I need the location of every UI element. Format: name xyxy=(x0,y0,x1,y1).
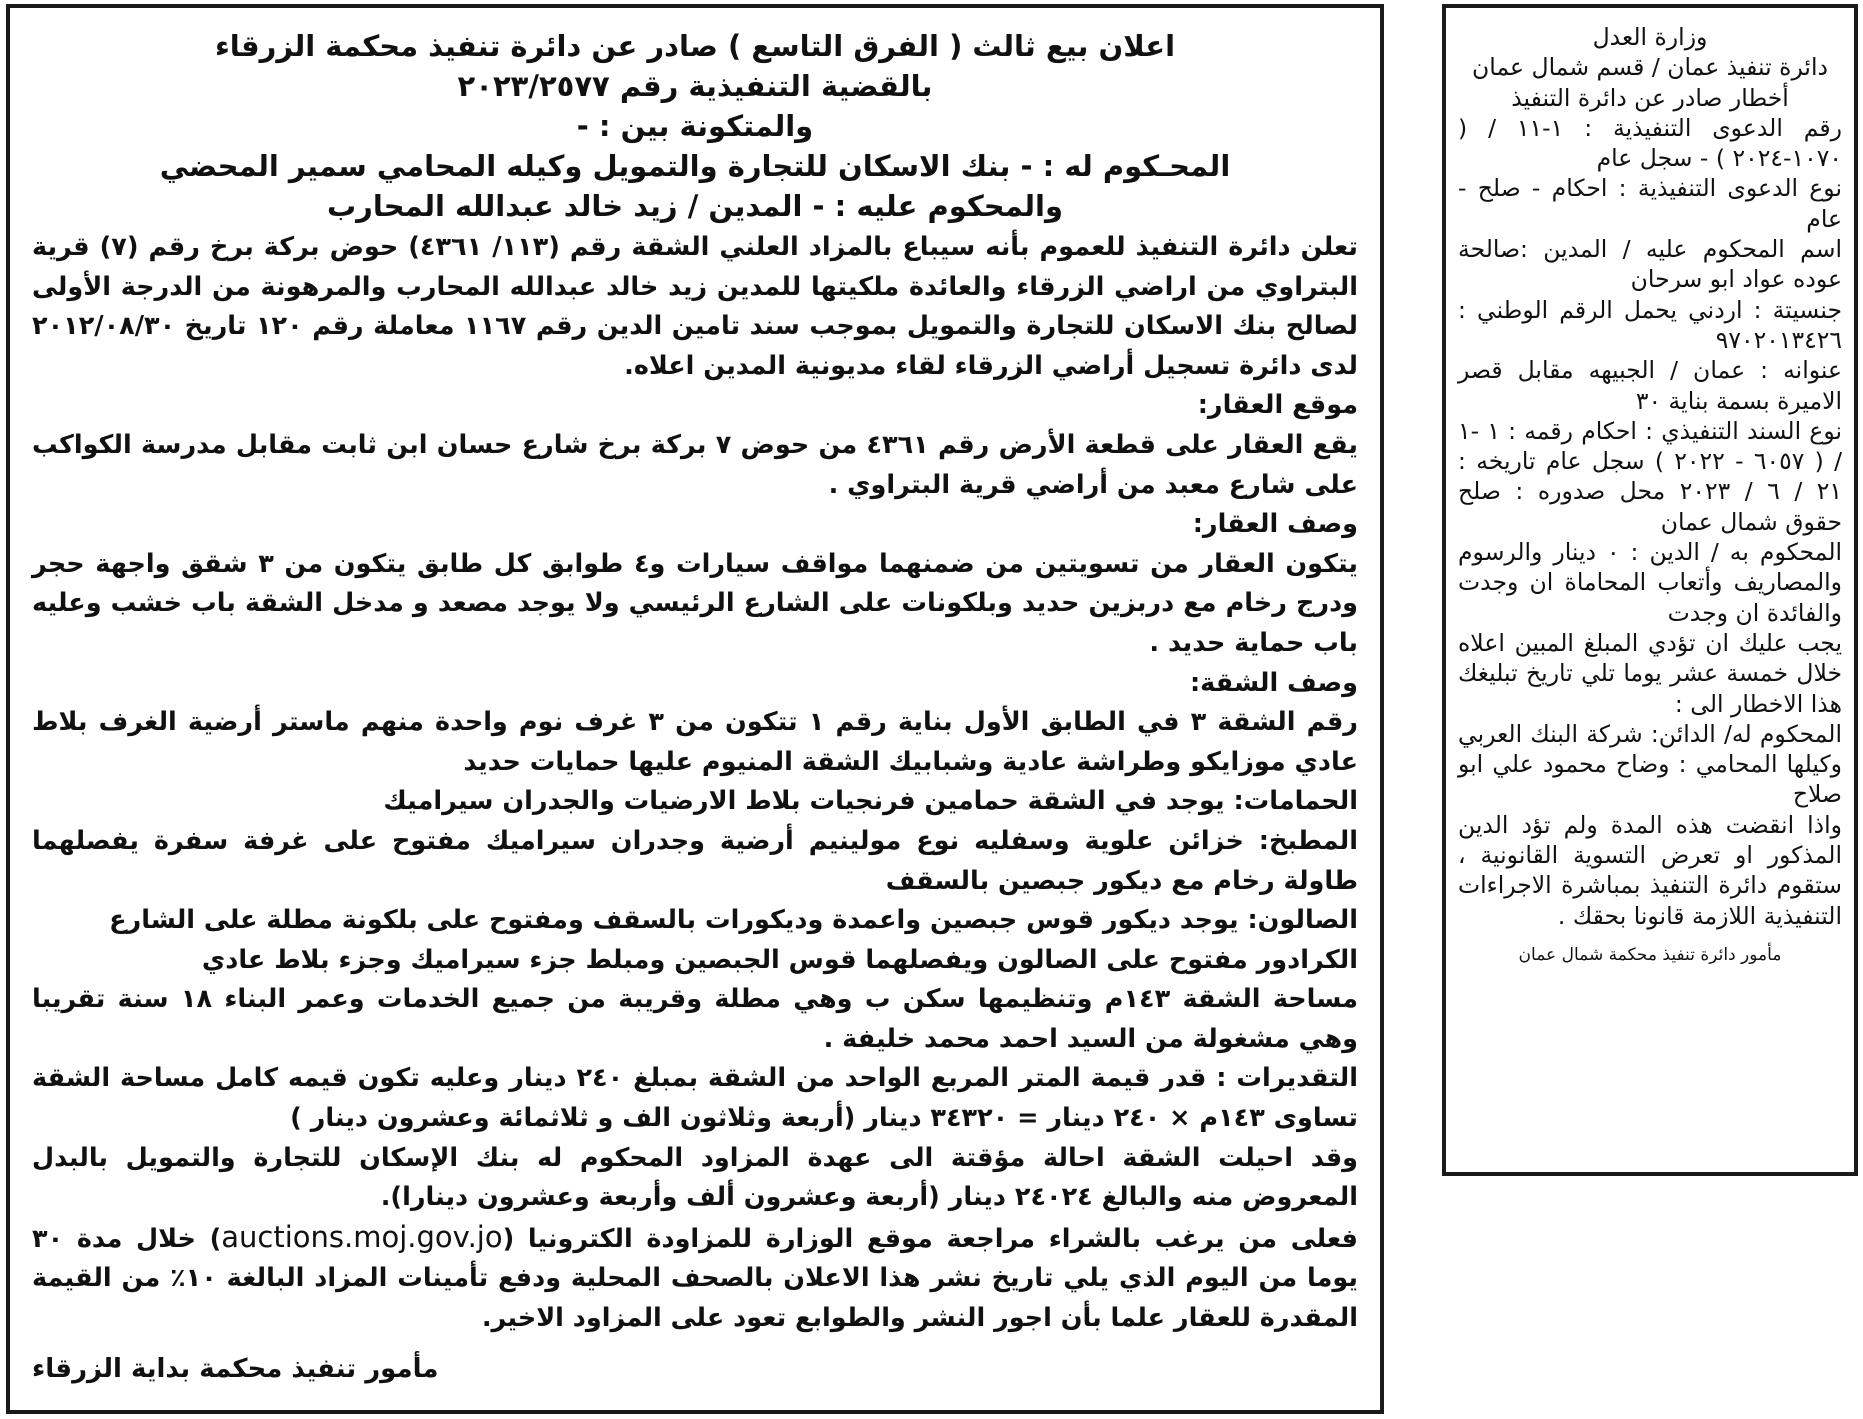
apartment-description: رقم الشقة ٣ في الطابق الأول بناية رقم ١ تتكون من ٣ غرف نوم واحدة منهم ماستر أرضية الغرف بلاط عادي موزايكو وطراشة عادية وشبابيك الشقة المنيوم عليها حمايات حديد xyxy=(32,707,1358,777)
warning-line: واذا انقضت هذه المدة ولم تؤد الدين المذكور او تعرض التسوية القانونية ، ستقوم دائرة التنفيذ بمباشرة الاجراءات التنفيذية اللازمة قانونا بحقك . xyxy=(1458,810,1842,930)
auction-body xyxy=(32,228,1358,1339)
notification-header xyxy=(1458,22,1842,113)
payment-demand-line: يجب عليك ان تؤدي المبلغ المبين اعلاه خلال خمسة عشر يوما تلي تاريخ تبليغك هذا الاخطار الى : xyxy=(1458,628,1842,718)
salon-line: الصالون: يوجد ديكور قوس جبصين واعمدة وديكورات بالسقف ومفتوح على بلكونة مطلة على الشارع xyxy=(109,905,1358,936)
closing-prefix: فعلى من يرغب بالشراء مراجعة موقع الوزارة للمزاودة الكترونيا ( xyxy=(502,1223,1358,1254)
website-link[interactable]: auctions.moj.gov.jo xyxy=(221,1219,503,1254)
auction-notice xyxy=(6,4,1384,1414)
section-heading: وصف الشقة: xyxy=(1189,667,1358,698)
property-description: يتكون العقار من تسويتين من ضمنهما مواقف سيارات و٤ طوابق كل طابق يتكون من ٣ شقق واجهة حجر ودرج رخام مع دربزين حديد وبلكونات على الشارع الرئيسي ولا يوجد مصعد و مدخل الشقة باب خشب وعليه باب حماية حديد . xyxy=(32,548,1358,658)
debtor-line: والمحكوم عليه : - المدين / زيد خالد عبدالله المحارب xyxy=(327,189,1063,223)
creditor-line: المحكوم له/ الدائن: شركة البنك العربي وكيلها المحامي : وضاح محمود علي ابو صلاح xyxy=(1458,719,1842,809)
section-heading: موقع العقار: xyxy=(1197,390,1358,421)
address-line: عنوانه : عمان / الجبيهه مقابل قصر الاميرة بسمة بناية ٣٠ xyxy=(1458,356,1842,415)
closing-suffix: يوما من اليوم الذي يلي تاريخ نشر هذا الاعلان بالصحف المحلية ودفع تأمينات المزاد البالغة ١٠٪ من القيمة المقدرة للعقار علما بأن اجور النشر والطوابع تعود على المزاود الاخير. xyxy=(32,1263,1358,1334)
case-type-line: نوع الدعوى التنفيذية : احكام - صلح - عام xyxy=(1458,174,1842,233)
closing-mid: ) خلال مدة ٣٠ xyxy=(32,1223,222,1254)
section-heading: وصف العقار: xyxy=(1192,509,1358,540)
creditor-line: المحـكوم له : - بنك الاسكان للتجارة والتمويل وكيله المحامي سمير المحضي xyxy=(159,149,1231,183)
case-number-line: رقم الدعوى التنفيذية : ١-١١ / ( ١٠٧٠-٢٠٢٤ ) - سجل عام xyxy=(1458,113,1842,173)
auction-signature-block xyxy=(32,1349,1358,1389)
notification-title: أخطار صادر عن دائرة التنفيذ xyxy=(1511,83,1789,112)
intro-paragraph: تعلن دائرة التنفيذ للعموم بأنه سيباع بالمزاد العلني الشقة رقم (١١٣/ ٤٣٦١) حوض بركة برخ رقم (٧) قرية البتراوي من اراضي الزرقاء والعائدة ملكيتها للمدين زيد خالد عبدالله المحارب والمرهونة من الدرجة الأولى لصالح بنك الاسكان للتجارة والتمويل بموجب سند تامين الدين رقم ١١٦٧ معاملة رقم ١٢٠ تاريخ ٢٠١٢/٠٨/٣٠ لدى دائرة تسجيل أراضي الزرقاء لقاء مديونية المدين اعلاه. xyxy=(32,232,1358,381)
valuation-line: التقديرات : قدر قيمة المتر المربع الواحد من الشقة بمبلغ ٢٤٠ دينار وعليه تكون قيمه كامل مساحة الشقة تساوى ١٤٣م × ٢٤٠ دينار = ٣٤٣٢٠ دينار (أربعة وثلاثون الف و ثلاثمائة وعشرون دينار ) xyxy=(32,1063,1358,1134)
referral-line: وقد احيلت الشقة احالة مؤقتة الى عهدة المزاود المحكوم له بنك الإسكان للتجارة والتمويل بالبدل المعروض منه والبالغ ٢٤٠٢٤ دينار (أربعة وعشرون ألف وأربعة وعشرون دينارا). xyxy=(32,1142,1358,1213)
department-name: دائرة تنفيذ عمان / قسم شمال عمان xyxy=(1472,53,1828,82)
debtor-name-line: اسم المحكوم عليه / المدين :صالحة عوده عواد ابو سرحان xyxy=(1458,235,1842,294)
ministry-name: وزارة العدل xyxy=(1592,23,1708,51)
auction-title: اعلان بيع ثالث ( الفرق التاسع ) صادر عن دائرة تنفيذ محكمة الزرقاء xyxy=(214,29,1176,63)
kitchen-line: المطبخ: خزائن علوية وسفليه نوع مولينيم أرضية وجدران سيراميك مفتوح على غرفة سفرة يفصلهما طاولة رخام مع ديكور جبصين بالسقف xyxy=(32,825,1358,896)
area-line: مساحة الشقة ١٤٣م وتنظيمها سكن ب وهي مطلة وقريبة من جميع الخدمات وعمر البناء ١٨ سنة تقريبا وهي مشغولة من السيد احمد محمد خليفة . xyxy=(32,984,1358,1054)
corridor-line: الكرادور مفتوح على الصالون ويفصلهما قوس الجبصين ومبلط جزء سيراميك وجزء بلاط عادي xyxy=(201,944,1358,975)
auction-signature: مأمور تنفيذ محكمة بداية الزرقاء xyxy=(32,1353,439,1384)
case-number: بالقضية التنفيذية رقم ٢٠٢٣/٢٥٧٧ xyxy=(457,69,933,103)
auction-headings xyxy=(32,26,1358,226)
location-paragraph: يقع العقار على قطعة الأرض رقم ٤٣٦١ من حوض ٧ بركة برخ شارع حسان ابن ثابت مقابل مدرسة الكواكب على شارع معبد من أراضي قرية البتراوي . xyxy=(32,429,1358,500)
bond-type-line: نوع السند التنفيذي : احكام رقمه : ١ -١ / ( ٦٠٥٧ - ٢٠٢٢ ) سجل عام تاريخه : ٢١ / ٦ / ٢٠٢٣ محل صدوره : صلح حقوق شمال عمان xyxy=(1458,416,1843,536)
closing-paragraph xyxy=(32,1218,1358,1339)
notification-notice xyxy=(1442,4,1858,1176)
judgment-amount-line: المحكوم به / الدين : ٠ دينار والرسوم والمصاريف وأتعاب المحاماة ان وجدت والفائدة ان وجدت xyxy=(1458,538,1843,627)
notification-signature: مأمور دائرة تنفيذ محكمة شمال عمان xyxy=(1518,944,1782,965)
parties-intro: والمتكونة بين : - xyxy=(576,109,814,143)
bathrooms-line: الحمامات: يوجد في الشقة حمامين فرنجيات بلاط الارضيات والجدران سيراميك xyxy=(383,786,1358,817)
nationality-line: جنسيتة : اردني يحمل الرقم الوطني : ٩٧٠٢٠١٣٤٢٦ xyxy=(1458,295,1842,354)
